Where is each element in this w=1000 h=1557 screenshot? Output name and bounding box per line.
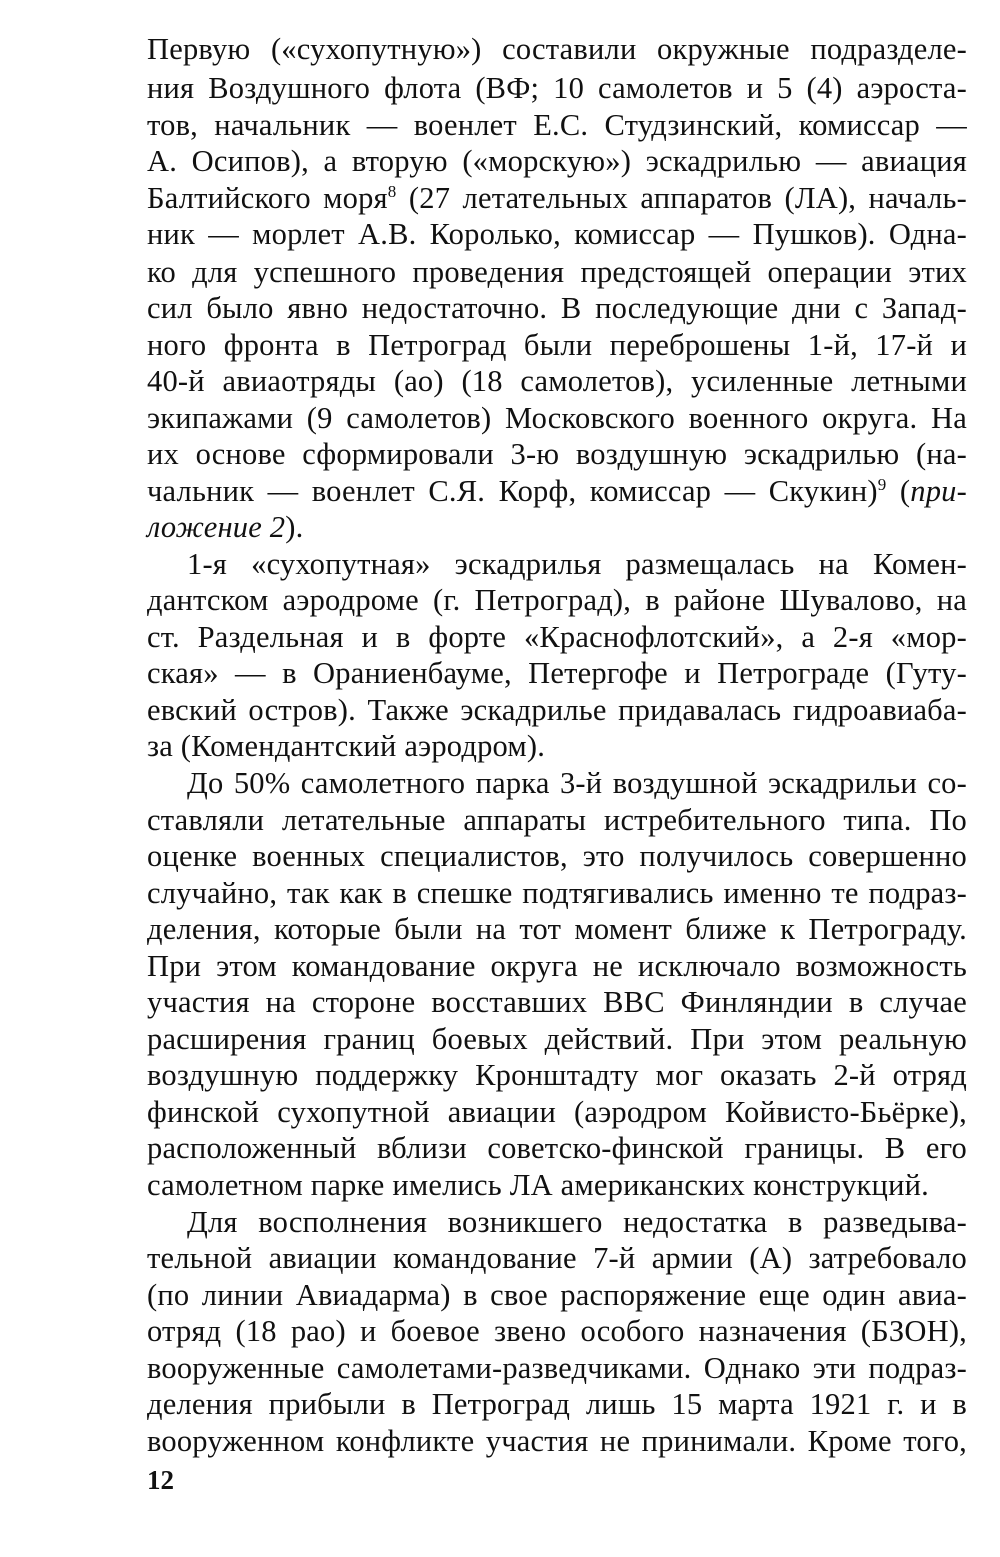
text-line: [147, 105, 967, 145]
text-span: ст. Раздельная и в форте «Краснофлотский», а 2-я «мор-: [147, 620, 967, 654]
text-line: [147, 325, 967, 365]
text-line: [147, 29, 967, 69]
text-span: А. Осипов), а вторую («морскую») эскадрилью — авиация: [147, 144, 967, 178]
text-span: деления, которые были на тот момент ближе к Петрограду.: [147, 912, 967, 946]
text-span: дантском аэродроме (г. Петроград), в районе Шувалово, на: [147, 583, 967, 617]
text-line: [187, 544, 967, 584]
text-line: [147, 1384, 967, 1424]
text-span: (27 летательных аппаратов (ЛА), началь-: [396, 181, 967, 215]
text-line: [147, 1311, 967, 1351]
text-span: ).: [285, 510, 304, 544]
text-span: До 50% самолетного парка 3-й воздушной эскадрильи со-: [187, 766, 967, 800]
text-line: [147, 434, 967, 474]
footnote-ref: 8: [387, 182, 397, 201]
appendix-reference: ложение 2: [147, 510, 286, 544]
text-span: ник — морлет А.В. Королько, комиссар — Пушков). Однa-: [147, 217, 967, 251]
text-span: ко для успешного проведения предстоящей операции этих: [147, 255, 967, 289]
text-span: ская» — в Ораниенбауме, Петергофе и Петрограде (Гуту-: [147, 656, 967, 690]
text-span: тельной авиации командование 7-й армии (А) затребовало: [147, 1241, 967, 1275]
text-line: [147, 398, 967, 438]
text-line: [147, 214, 967, 254]
text-line: [147, 1019, 967, 1059]
text-span: ставляли летательные аппараты истребительного типа. По: [147, 803, 967, 837]
text-span: При этом командование округа не исключало возможность: [147, 949, 967, 983]
text-line: [147, 946, 967, 986]
text-span: вооруженном конфликте участия не принимали. Кроме того,: [147, 1424, 967, 1458]
text-line: [187, 763, 967, 803]
text-line: [147, 288, 967, 328]
page-number: 12: [147, 1465, 174, 1495]
text-span: расположенный вблизи советско-финской границы. В его: [147, 1131, 967, 1165]
text-line: [147, 252, 967, 292]
text-span: за (Комендантский аэродром).: [147, 729, 546, 763]
text-line: [147, 617, 967, 657]
text-span: сил было явно недостаточно. В последующие дни с Запад-: [147, 291, 967, 325]
text-span: 40-й авиаотряды (ао) (18 самолетов), усиленные летными: [147, 364, 967, 398]
text-line: [147, 1128, 967, 1168]
text-span: Первую («сухопутную») составили окружные подразделе-: [147, 32, 967, 66]
text-span: экипажами (9 самолетов) Московского военного округа. На: [147, 401, 967, 435]
text-span: Балтийского моря: [147, 181, 388, 215]
text-line: [147, 653, 967, 693]
text-line: [147, 1055, 967, 1095]
text-span: их основе сформировали 3-ю воздушную эскадрилью (на-: [147, 437, 967, 471]
text-span: тов, начальник — военлет Е.С. Студзинский, комиссар —: [147, 108, 967, 142]
text-span: воздушную поддержку Кронштадту мог оказать 2-й отряд: [147, 1058, 967, 1092]
text-line: [147, 1348, 967, 1388]
text-line: [147, 726, 967, 766]
appendix-reference: при-: [910, 474, 967, 508]
text-span: оценке военных специалистов, это получилось совершенно: [147, 839, 967, 873]
text-line: [147, 1238, 967, 1278]
text-line: [147, 982, 967, 1022]
text-span: 1-я «сухопутная» эскадрилья размещалась на Комен-: [187, 547, 967, 581]
text-span: ния Воздушного флота (ВФ; 10 самолетов и 5 (4) аэроста-: [147, 71, 967, 105]
text-line: [187, 1202, 967, 1242]
text-line: [147, 1092, 967, 1132]
text-span: расширения границ боевых действий. При этом реальную: [147, 1022, 967, 1056]
text-span: деления прибыли в Петроград лишь 15 марта 1921 г. и в: [147, 1387, 967, 1421]
text-span: (по линии Авиадарма) в свое распоряжение еще один авиа-: [147, 1278, 967, 1312]
text-line: [147, 873, 967, 913]
text-line: [147, 836, 967, 876]
text-span: (: [886, 474, 911, 508]
text-line: [147, 1421, 967, 1461]
text-span: вооруженные самолетами-разведчиками. Однако эти подраз-: [147, 1351, 967, 1385]
text-line: [147, 471, 967, 511]
text-line: [147, 1165, 967, 1205]
text-span: случайно, так как в спешке подтягивались именно те подраз-: [147, 876, 967, 910]
text-line: [147, 178, 967, 218]
text-line: [147, 690, 967, 730]
text-line: [147, 1275, 967, 1315]
text-span: участия на стороне восставших ВВС Финляндии в случае: [147, 985, 967, 1019]
text-line: [147, 361, 967, 401]
text-span: евский остров). Также эскадрилье придавалась гидроавиаба-: [147, 693, 967, 727]
text-line: [147, 68, 967, 108]
text-line: [147, 580, 967, 620]
text-line: [147, 507, 967, 547]
text-line: [147, 141, 967, 181]
text-span: Для восполнения возникшего недостатка в разведыва-: [187, 1205, 967, 1239]
text-span: ного фронта в Петроград были переброшены 1-й, 17-й и: [147, 328, 967, 362]
text-span: отряд (18 рао) и боевое звено особого назначения (БЗОН),: [147, 1314, 967, 1348]
footnote-ref: 9: [877, 475, 887, 494]
text-span: финской сухопутной авиации (аэродром Койвисто-Бьёрке),: [147, 1095, 967, 1129]
text-line: [147, 800, 967, 840]
text-span: чальник — военлет С.Я. Корф, комиссар — Скукин): [147, 474, 878, 508]
text-line: [147, 909, 967, 949]
text-span: самолетном парке имелись ЛА американских конструкций.: [147, 1168, 929, 1202]
